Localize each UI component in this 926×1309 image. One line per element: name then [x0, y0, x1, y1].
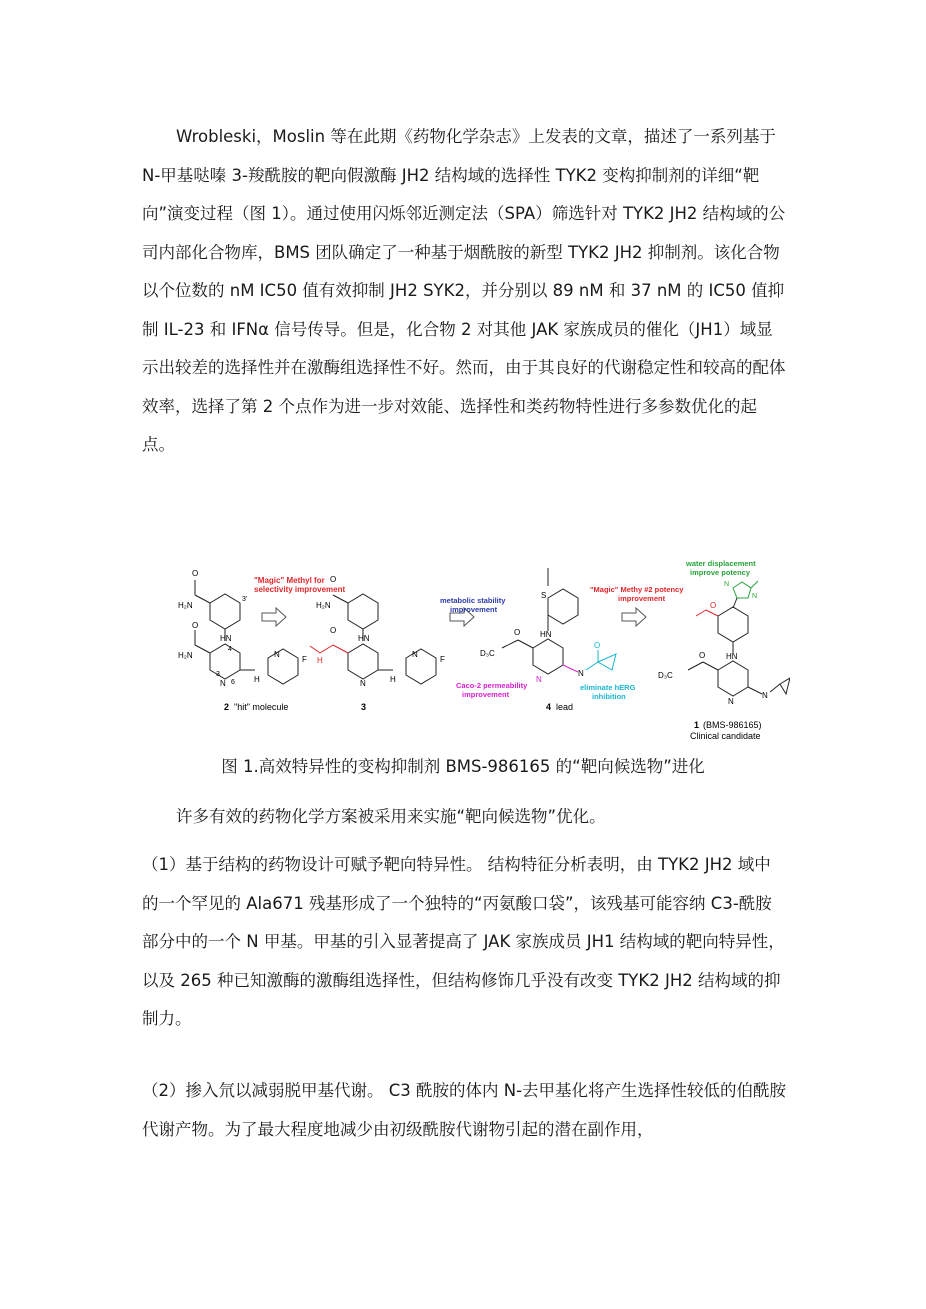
atom-d3c-2: D₃C [658, 671, 673, 680]
atom-h-1: H [254, 675, 260, 684]
annotation-magic-methyl2-1: "Magic" Methy #2 potency [590, 585, 684, 594]
paragraph-point-2: （2）掺入氘以减弱脱甲基代谢。 C3 酰胺的体内 N-去甲基化将产生选择性较低的伯酰胺代谢产物。为了最大程度地减少由初级酰胺代谢物引起的潜在副作用， [142, 1081, 787, 1139]
paragraph-intro-text: Wrobleski，Moslin 等在此期《药物化学杂志》上发表的文章，描述了一系列基于 N-甲基哒嗪 3-羧酰胺的靶向假激酶 JH2 结构域的选择性 TYK2 变构抑制剂的详细“靶向”演变过程（图 1）。通过使用闪烁邻近测定法（SPA）筛选针对 TYK2 JH2 结构域的公司内部化合物库，BMS 团队确定了一种基于烟酰胺的新型 TYK2 JH2 抑制剂。该化合物以个位数的 nM IC50 值有效抑制 JH2 SYK2，并分别以 89 nM 和 37 nM 的 IC50 值抑制 IL-23 和 IFNα 信号传导。但是，化合物 2 对其他 JAK 家族成员的催化（JH1）域显示出较差的选择性并在激酶组选择性不好。然而，由于其良好的代谢稳定性和较高的配体效率，选择了第 2 个点作为进一步对效能、选择性和类药物特性进行多参数优化的起点。 [142, 127, 786, 454]
atom-h2n-3: H₂N [316, 601, 331, 610]
atom-num-4: 4 [228, 646, 232, 653]
atom-hn-3: HN [540, 630, 552, 639]
atom-o-4: O [330, 626, 337, 635]
atom-h2n-2: H₂N [178, 651, 193, 660]
annotation-magic-methyl-1: "Magic" Methyl for [254, 576, 325, 585]
atom-d3c-1: D₃C [480, 649, 495, 658]
atom-s-1: S [541, 591, 547, 600]
annotation-magic-methyl2-2: improvement [618, 594, 666, 603]
atom-o-1: O [192, 569, 199, 578]
atom-num-3p: 3' [242, 596, 248, 603]
annotation-caco2-2: improvement [462, 690, 510, 699]
atom-h2n-1: H₂N [178, 601, 193, 610]
compound-3-number: 3 [361, 702, 367, 712]
atom-num-3: 3 [216, 671, 220, 678]
paragraph-summary-text: 许多有效的药物化学方案被采用来实施“靶向候选物”优化。 [176, 807, 606, 826]
atom-hn-1: HN [220, 634, 232, 643]
annotation-metabolic-2: improvement [450, 605, 498, 614]
compound-1-code: (BMS-986165) [703, 720, 762, 730]
atom-o-3: O [330, 575, 337, 584]
annotation-water-1: water displacement [686, 559, 756, 568]
atom-h-2: H [390, 675, 396, 684]
annotation-herg-1: eliminate hERG [580, 683, 636, 692]
paragraph-point-1: （1）基于结构的药物设计可赋予靶向特异性。 结构特征分析表明，由 TYK2 JH2 域中的一个罕见的 Ala671 残基形成了一个独特的“丙氨酸口袋”，该残基可能容纳 C3-酰胺部分中的一个 N 甲基。甲基的引入显著提高了 JAK 家族成员 JH1 结构域的靶向特异性，以及 265 种已知激酶的激酶组选择性，但结构修饰几乎没有改变 TYK2 JH2 结构域的抑制力。 [142, 855, 785, 1028]
atom-n-6: N [728, 697, 734, 706]
compound-1-structure [688, 581, 790, 696]
atom-o-2: O [192, 621, 199, 630]
compound-4-label: lead [556, 702, 574, 712]
atom-n-2: N [274, 650, 280, 659]
reaction-arrow-1 [262, 608, 286, 626]
atom-n-4: N [412, 650, 418, 659]
atom-n-magenta: N [536, 675, 542, 684]
atom-n-7: N [762, 691, 768, 700]
atom-hn-2: HN [358, 634, 370, 643]
annotation-water-2: improve potency [690, 568, 751, 577]
compound-2-number: 2 [224, 702, 230, 712]
annotation-metabolic-1: metabolic stability [440, 596, 506, 605]
atom-f-2: F [440, 655, 445, 664]
annotation-caco2-1: Caco-2 permeability [456, 681, 528, 690]
annotation-magic-methyl-2: selectivity improvement [254, 585, 346, 594]
compound-4-number: 4 [546, 702, 552, 712]
compound-2-label: "hit" molecule [234, 702, 289, 712]
atom-o-6: O [699, 651, 706, 660]
atom-o-5: O [514, 628, 521, 637]
compound-4-structure [502, 568, 616, 674]
compound-1-label: Clinical candidate [690, 731, 761, 741]
atom-o-red: O [710, 601, 717, 610]
atom-n-green-2: N [752, 593, 758, 600]
reaction-arrow-3 [622, 608, 646, 626]
atom-hn-4: HN [726, 652, 738, 661]
atom-n-green-1: N [724, 581, 730, 588]
atom-f-1: F [302, 655, 307, 664]
paragraph-intro [142, 118, 787, 465]
atom-h-red: H [317, 656, 323, 665]
atom-n-3: N [360, 679, 366, 688]
compound-1-number: 1 [694, 720, 700, 730]
atom-o-cyan: O [594, 641, 601, 650]
atom-n-5: N [578, 669, 584, 678]
annotation-herg-2: inhibition [592, 692, 626, 701]
paragraph-summary [142, 798, 787, 837]
figure-1-scheme [150, 558, 790, 770]
atom-num-6: 6 [231, 679, 235, 686]
atom-n-1: N [220, 679, 226, 688]
figure-caption: 图 1.高效特异性的变构抑制剂 BMS-986165 的“靶向候选物”进化 [221, 757, 705, 776]
